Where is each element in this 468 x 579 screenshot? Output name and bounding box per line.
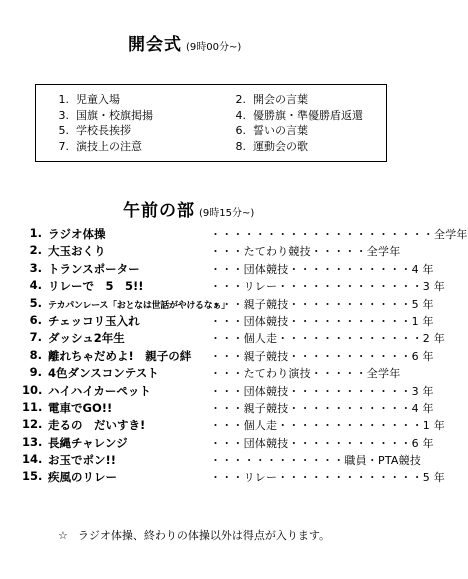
program-row bbox=[22, 417, 445, 434]
program-number: 11. bbox=[22, 399, 43, 414]
program-row bbox=[22, 399, 434, 417]
opening-ceremony-title: 開会式 bbox=[128, 35, 182, 55]
program-name: 電車でGO!! bbox=[48, 400, 113, 415]
program-detail: ・・・リレー・・・・・・・・・・・・・5 年 bbox=[210, 471, 445, 485]
program-row bbox=[22, 312, 434, 330]
program-detail: ・・・個人走・・・・・・・・・・・・・1 年 bbox=[210, 419, 445, 433]
ceremony-item-number: 6. bbox=[235, 124, 246, 137]
program-detail: ・・・・・・・・・・・・職員・PTA競技 bbox=[210, 454, 422, 468]
ceremony-item-label: 児童入場 bbox=[76, 93, 120, 106]
program-name: 走るの だいすき! bbox=[48, 418, 146, 433]
ceremony-item bbox=[49, 139, 153, 155]
ceremony-item-number: 2. bbox=[235, 93, 246, 106]
morning-session-title: 午前の部 bbox=[123, 201, 195, 221]
footnote-text: ラジオ体操、終わりの体操以外は得点が入ります。 bbox=[77, 529, 330, 542]
program-number: 15. bbox=[22, 469, 43, 484]
ceremony-column-left bbox=[49, 92, 153, 154]
program-number: 3. bbox=[29, 260, 42, 275]
program-number: 10. bbox=[22, 382, 43, 397]
ceremony-item-label: 運動会の歌 bbox=[253, 139, 308, 153]
program-detail: ・・・・・・・・・・・・・・・・・・・・全学年 bbox=[210, 228, 468, 241]
program-number: 7. bbox=[29, 330, 42, 345]
program-row bbox=[22, 295, 434, 313]
opening-ceremony-time: (9時00分~) bbox=[186, 42, 242, 53]
program-detail: ・・・リレー・・・・・・・・・・・・・3 年 bbox=[210, 280, 445, 294]
program-name: 離れちゃだめよ! 親子の絆 bbox=[48, 348, 192, 363]
program-number: 9. bbox=[29, 365, 42, 380]
program-number: 14. bbox=[22, 452, 43, 467]
program-name: 大玉おくり bbox=[48, 244, 106, 259]
star-icon: ☆ bbox=[58, 529, 68, 542]
opening-ceremony-heading bbox=[128, 30, 241, 55]
program-row bbox=[22, 330, 445, 347]
program-detail: ・・・団体競技・・・・・・・・・・・1 年 bbox=[210, 314, 434, 328]
program-number: 13. bbox=[22, 434, 43, 449]
program-name: ラジオ体操 bbox=[48, 227, 106, 241]
program-number: 2. bbox=[29, 243, 42, 258]
program-row bbox=[22, 469, 445, 486]
program-detail: ・・・たてわり演技・・・・・全学年 bbox=[210, 367, 401, 381]
morning-session-time: (9時15分~) bbox=[199, 208, 255, 219]
ceremony-item-number: 3. bbox=[58, 108, 69, 122]
ceremony-column-right bbox=[226, 92, 363, 154]
ceremony-item-number: 7. bbox=[58, 139, 69, 153]
ceremony-item-label: 優勝旗・準優勝盾返還 bbox=[253, 108, 363, 122]
program-detail: ・・・個人走・・・・・・・・・・・・・2 年 bbox=[210, 332, 445, 346]
program-number: 4. bbox=[29, 278, 42, 293]
program-name: 疾風のリレー bbox=[48, 470, 117, 485]
program-name: ハイハイカーペット bbox=[48, 383, 151, 398]
program-name: お玉でポン!! bbox=[48, 453, 116, 468]
ceremony-item-number: 8. bbox=[235, 139, 246, 153]
ceremony-item bbox=[49, 123, 153, 139]
program-name: テカパンレース「おとなは世話がやけるなぁ」 bbox=[48, 300, 230, 311]
ceremony-item bbox=[226, 123, 363, 139]
program-row bbox=[22, 347, 434, 365]
ceremony-item bbox=[226, 92, 363, 108]
program-name: トランスポーター bbox=[48, 261, 140, 276]
program-detail: ・・・団体競技・・・・・・・・・・・4 年 bbox=[210, 262, 434, 276]
program-detail: ・・・親子競技・・・・・・・・・・・5 年 bbox=[210, 297, 434, 311]
program-number: 1. bbox=[29, 226, 42, 240]
program-list bbox=[22, 226, 468, 487]
program-row bbox=[22, 434, 434, 452]
ceremony-item bbox=[226, 139, 363, 155]
ceremony-item bbox=[226, 108, 363, 124]
program-row bbox=[22, 226, 468, 243]
program-name: ダッシュ2年生 bbox=[48, 331, 125, 346]
program-number: 8. bbox=[29, 347, 42, 362]
program-name: 長縄チャレンジ bbox=[48, 435, 128, 450]
program-detail: ・・・親子競技・・・・・・・・・・・4 年 bbox=[210, 401, 434, 415]
program-name: リレーで 5 5!! bbox=[48, 279, 144, 294]
program-number: 6. bbox=[29, 312, 42, 327]
ceremony-item-number: 4. bbox=[235, 108, 246, 122]
program-detail: ・・・団体競技・・・・・・・・・・・3 年 bbox=[210, 384, 434, 398]
program-detail: ・・・たてわり競技・・・・・全学年 bbox=[210, 245, 401, 259]
ceremony-item-label: 国旗・校旗掲揚 bbox=[76, 108, 153, 122]
ceremony-item-number: 1. bbox=[58, 93, 69, 106]
ceremony-item bbox=[49, 108, 153, 124]
program-row bbox=[22, 382, 434, 400]
program-name: チェッコリ玉入れ bbox=[48, 313, 140, 328]
ceremony-item-number: 5. bbox=[58, 124, 69, 137]
program-row bbox=[22, 260, 434, 278]
program-row bbox=[22, 243, 402, 260]
program-row bbox=[22, 365, 402, 382]
program-number: 5. bbox=[29, 295, 42, 310]
program-number: 12. bbox=[22, 417, 43, 432]
scoring-footnote bbox=[58, 527, 330, 543]
program-detail: ・・・団体競技・・・・・・・・・・・6 年 bbox=[210, 436, 434, 450]
program-row bbox=[22, 278, 445, 295]
ceremony-item-label: 誓いの言葉 bbox=[253, 124, 308, 137]
program-detail: ・・・親子競技・・・・・・・・・・・6 年 bbox=[210, 349, 434, 363]
opening-ceremony-box bbox=[35, 84, 387, 162]
program-row bbox=[22, 452, 422, 469]
program-name: 4色ダンスコンテスト bbox=[48, 366, 159, 381]
ceremony-item-label: 学校長挨拶 bbox=[76, 124, 131, 137]
ceremony-item bbox=[49, 92, 153, 108]
ceremony-item-label: 開会の言葉 bbox=[253, 93, 308, 106]
morning-session-heading bbox=[123, 196, 254, 221]
ceremony-item-label: 演技上の注意 bbox=[76, 139, 142, 153]
